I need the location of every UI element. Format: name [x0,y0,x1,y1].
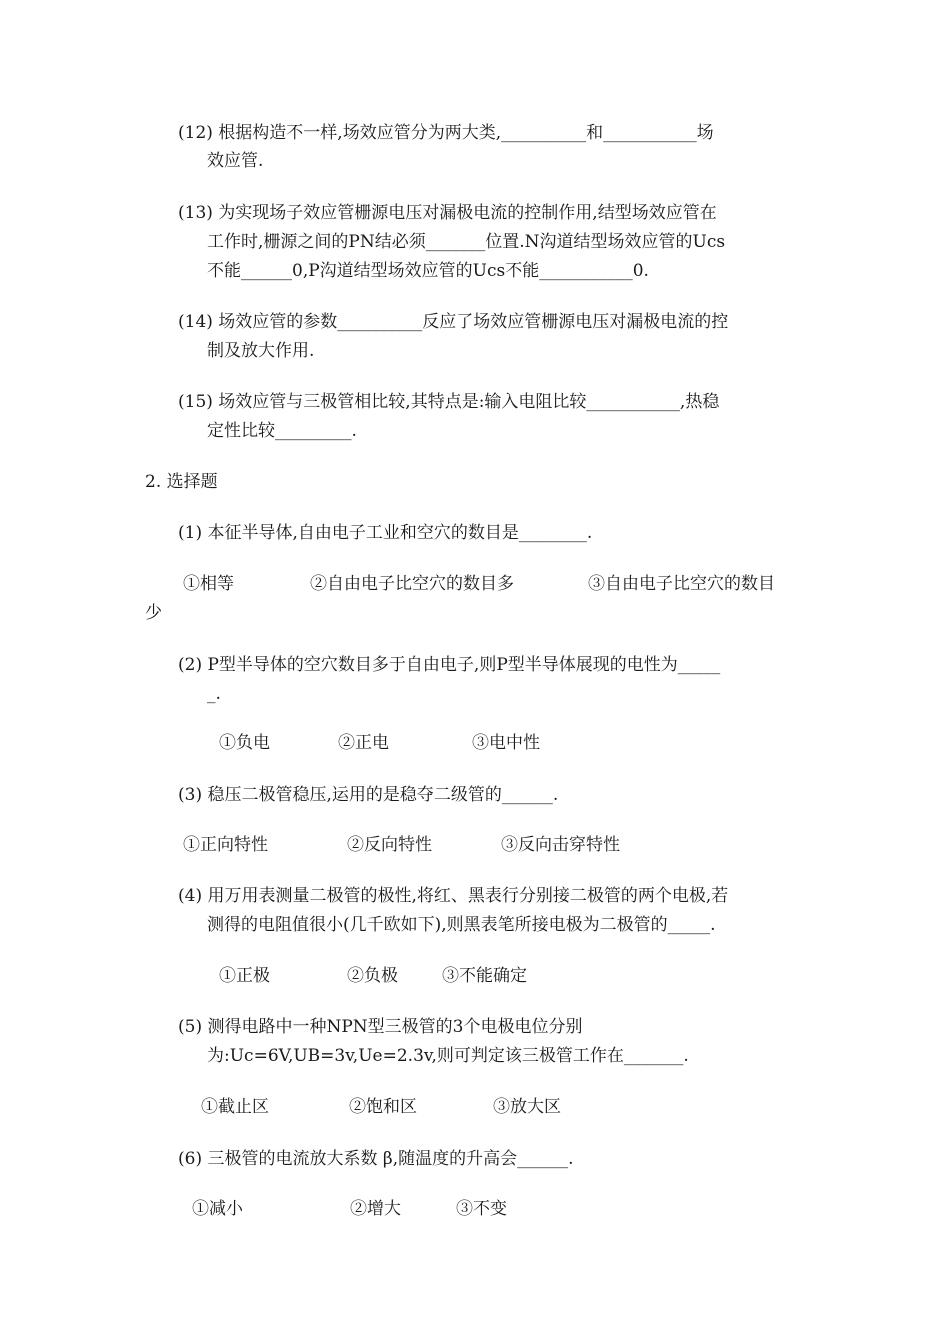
c2-option-1: ①负电 [219,733,270,753]
c4-line-2: 测得的电阻值很小(几千欧如下),则黑表笔所接电极为二极管的_____. [207,915,716,935]
c4-option-2: ②负极 [347,966,398,986]
q12-line-2: 效应管. [207,151,264,171]
c6-option-1: ①减小 [192,1199,243,1219]
c1-option-2: ②自由电子比空穴的数目多 [310,574,514,594]
c6-stem: (6) 三极管的电流放大系数 β,随温度的升高会______. [178,1149,574,1169]
q13-line-1: (13) 为实现场子效应管栅源电压对漏极电流的控制作用,结型场效应管在 [178,203,717,223]
c6-option-2: ②增大 [350,1199,401,1219]
q15-line-1: (15) 场效应管与三极管相比较,其特点是:输入电阻比较___________,热稳 [178,392,720,412]
c6-option-3: ③不变 [456,1199,507,1219]
c1-option-3-wrap: 少 [145,603,162,623]
c3-option-3: ③反向击穿特性 [501,835,620,855]
c5-option-3: ③放大区 [493,1097,561,1117]
c2-option-2: ②正电 [338,733,389,753]
q14-line-2: 制及放大作用. [207,341,315,361]
c1-option-1: ①相等 [183,574,234,594]
c2-option-3: ③电中性 [472,733,540,753]
q12-line-1: (12) 根据构造不一样,场效应管分为两大类,__________和___________场 [178,123,714,143]
section-heading: 2. 选择题 [145,472,218,492]
c5-option-2: ②饱和区 [349,1097,417,1117]
c4-line-1: (4) 用万用表测量二极管的极性,将红、黑表行分别接二极管的两个电极,若 [178,886,729,906]
c4-option-1: ①正极 [219,966,270,986]
q13-line-3: 不能______0,P沟道结型场效应管的Ucs不能___________0. [207,261,649,281]
c3-stem: (3) 稳压二极管稳压,运用的是稳夺二级管的______. [178,785,559,805]
c5-line-2: 为:Uc=6V,UB=3v,Ue=2.3v,则可判定该三极管工作在_______. [207,1046,689,1066]
c5-line-1: (5) 测得电路中一种NPN型三极管的3个电极电位分别 [178,1017,583,1037]
c1-stem: (1) 本征半导体,自由电子工业和空穴的数目是________. [178,523,593,543]
c5-option-1: ①截止区 [201,1097,269,1117]
c3-option-2: ②反向特性 [347,835,432,855]
c3-option-1: ①正向特性 [183,835,268,855]
q13-line-2: 工作时,栅源之间的PN结必须_______位置.N沟道结型场效应管的Ucs [207,232,726,252]
c1-option-3: ③自由电子比空穴的数目 [588,574,775,594]
q14-line-1: (14) 场效应管的参数__________反应了场效应管栅源电压对漏极电流的控 [178,312,729,332]
c4-option-3: ③不能确定 [442,966,527,986]
q15-line-2: 定性比较_________. [207,421,357,441]
c2-line-1: (2) P型半导体的空穴数目多于自由电子,则P型半导体展现的电性为_____ [178,655,721,675]
c2-line-2: _. [207,684,221,704]
